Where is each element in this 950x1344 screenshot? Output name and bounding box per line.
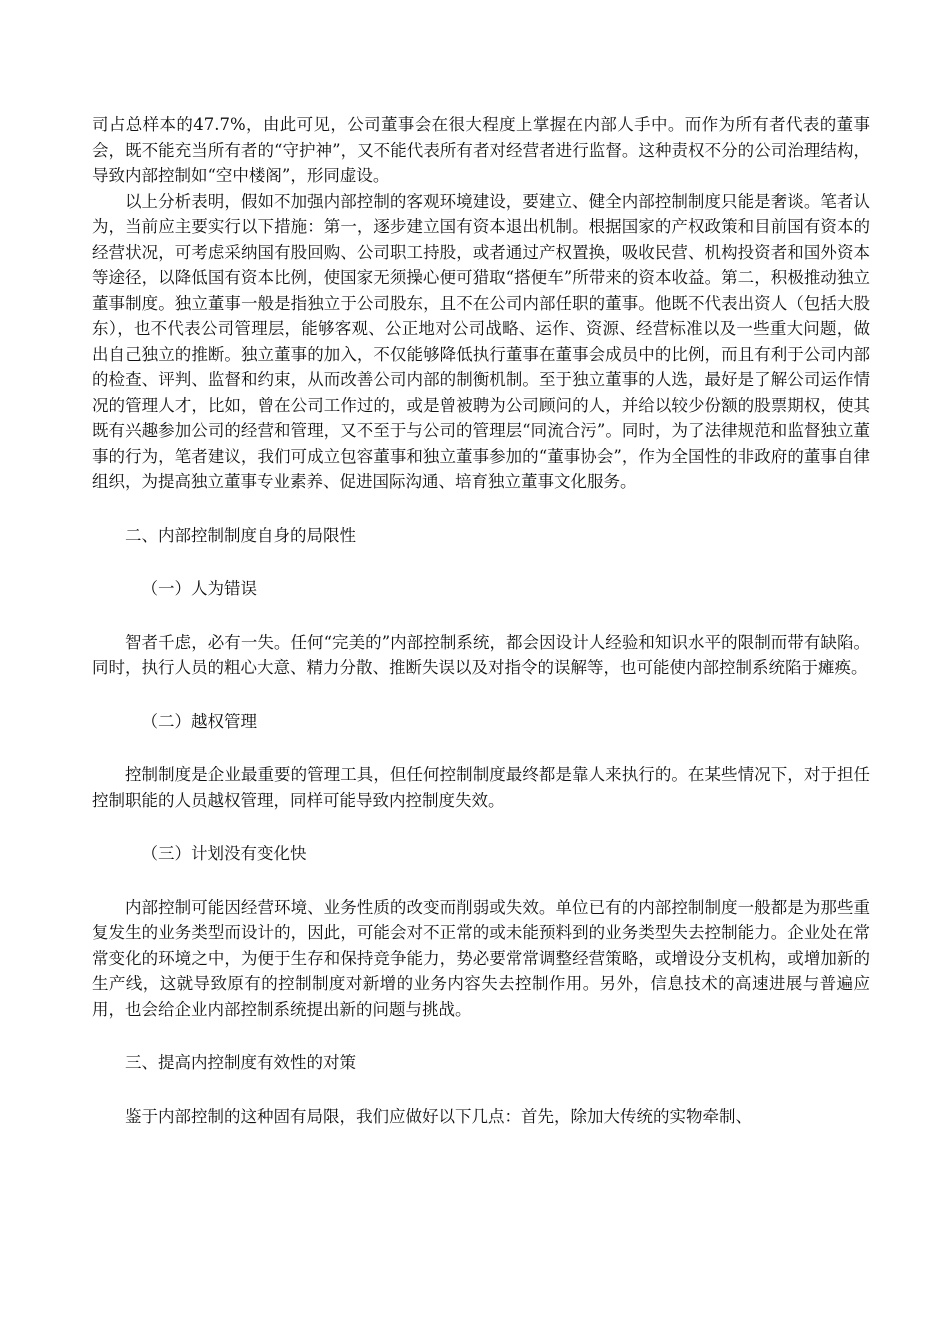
section-heading-limitations: 二、内部控制制度自身的局限性	[125, 525, 356, 545]
spacer	[92, 681, 870, 709]
paragraph-overreach: 控制制度是企业最重要的管理工具，但任何控制制度最终都是靠人来执行的。在某些情况下，对于担任控制职能的人员越权管理，同样可能导致内控制度失效。	[92, 765, 870, 810]
subsection-heading-human-error: （一）人为错误	[141, 579, 257, 598]
spacer	[92, 602, 870, 630]
spacer	[92, 548, 870, 576]
spacer	[92, 813, 870, 841]
spacer	[92, 1022, 870, 1050]
subsection-heading-change: （三）计划没有变化快	[141, 844, 307, 863]
spacer	[92, 495, 870, 523]
paragraph-governance-summary: 司占总样本的47.7%，由此可见，公司董事会在很大程度上掌握在内部人手中。而作为所有者代表的董事会，既不能充当所有者的“守护神”，又不能代表所有者对经营者进行监督。这种责权不分的公司治理结构，导致内部控制如“空中楼阁”，形同虚设。	[92, 115, 870, 185]
paragraph-countermeasures: 鉴于内部控制的这种固有局限，我们应做好以下几点：首先，除加大传统的实物牵制、	[125, 1106, 752, 1126]
section-heading-countermeasures: 三、提高内控制度有效性的对策	[125, 1053, 356, 1072]
paragraph-human-error: 智者千虑，必有一失。任何“完美的”内部控制系统，都会因设计人经验和知识水平的限制而带有缺陷。同时，执行人员的粗心大意、精力分散、推断失误以及对指令的误解等，也可能使内部控制系统陷于瘫痪。	[92, 632, 870, 677]
spacer	[92, 867, 870, 895]
subsection-heading-overreach: （二）越权管理	[141, 711, 257, 731]
paragraph-measures: 以上分析表明，假如不加强内部控制的客观环境建设，要建立、健全内部控制制度只能是奢谈。笔者认为，当前应主要实行以下措施：第一，逐步建立国有资本退出机制。根据国家的产权政策和目前国有资本的经营状况，可考虑采纳国有股回购、公司职工持股，或者通过产权置换，吸收民营、机构投资者和国外资本等途径，以降低国有资本比例，使国家无须操心便可猎取“搭便车”所带来的资本收益。第二，积极推动独立董事制度。独立董事一般是指独立于公司股东，且不在公司内部任职的董事。他既不代表出资人（包括大股东），也不代表公司管理层，能够客观、公正地对公司战略、运作、资源、经营标准以及一些重大问题，做出自己独立的推断。独立董事的加入，不仅能够降低执行董事在董事会成员中的比例，而且有利于公司内部的检查、评判、监督和约束，从而改善公司内部的制衡机制。至于独立董事的人选，最好是了解公司运作情况的管理人才，比如，曾在公司工作过的，或是曾被聘为公司顾问的人，并给以较少份额的股票期权，使其既有兴趣参加公司的经营和管理，又不至于与公司的管理层“同流合污”。同时，为了法律规范和监督独立董事的行为，笔者建议，我们可成立包容董事和独立董事参加的“董事协会”，作为全国性的非政府的董事自律组织，为提高独立董事专业素养、促进国际沟通、培育独立董事文化服务。	[92, 191, 870, 491]
spacer	[92, 734, 870, 762]
document-page	[92, 112, 870, 1129]
spacer	[92, 1076, 870, 1104]
paragraph-change: 内部控制可能因经营环境、业务性质的改变而削弱或失效。单位已有的内部控制制度一般都是为那些重复发生的业务类型而设计的，因此，可能会对不正常的或未能预料到的业务类型失去控制能力。企业处在常常变化的环境之中，为便于生存和保持竞争能力，势必要常常调整经营策略，或增设分支机构，或增加新的生产线，这就导致原有的控制制度对新增的业务内容失去控制作用。另外，信息技术的高速进展与普遍应用，也会给企业内部控制系统提出新的问题与挑战。	[92, 897, 870, 1019]
